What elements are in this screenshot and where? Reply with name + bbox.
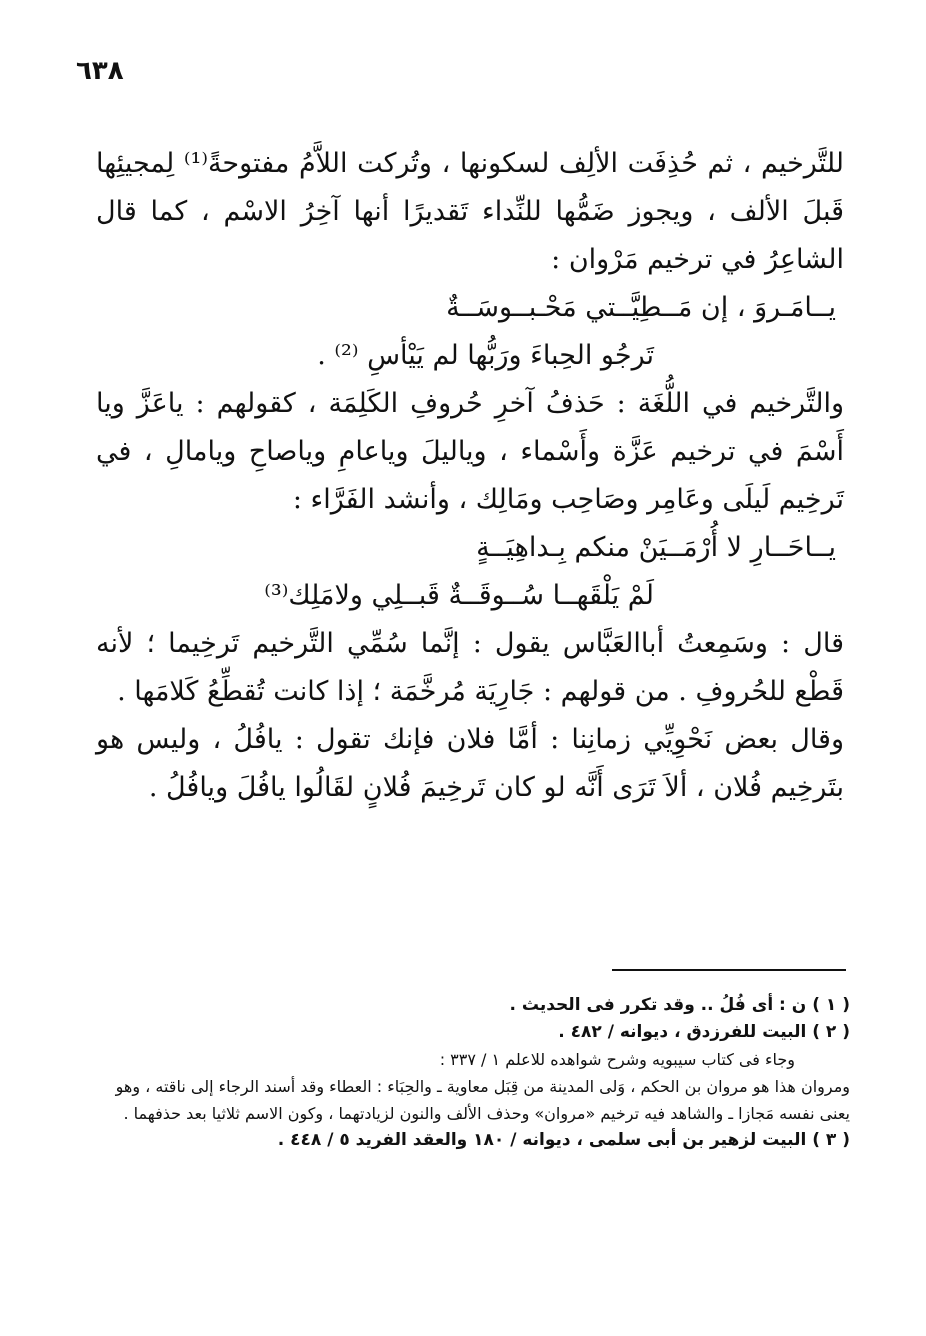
paragraph-2: والتَّرخيم في اللُّغَة : حَذفُ آخرِ حُروفِ الكَلِمَة ، كقولهم : ياعَزَّ ويا أَسْمَ في ترخيم عَزَّة وأَسْماء ، وياليلَ وياعامِ وياصاحِ ويامالِ ، في تَرخِيم لَيلَى وعَامِر وصَاحِب ومَالِك ، وأنشد الفَرَّاء : [96,388,844,515]
verse-line-1: يــامَـروَ ، إن مَــطِيَّــتي مَحْـبــوسَــةٌ [446,292,836,323]
main-text [96,140,844,812]
footnotes [96,992,850,1154]
footnote-2-source: وجاء فى كتاب سيبويه وشرح شواهده للاعلم ١ / ٣٣٧ : [439,1050,795,1069]
footnote-divider [612,969,846,971]
footnote-1: ( ١ ) ن : أى فُلُ .. وقد تكرر فى الحديث . [509,995,850,1015]
verse-line-3: يــاحَــارِ لا أُرْمَــيَنْ منكم بِـداهِيَــةٍ [476,532,836,563]
page-number: ٦٣٨ [76,56,124,86]
paragraph-1: للتَّرخيم ، ثم حُذِفَت الألِف لسكونها ، وتُركت اللاَّمُ مفتوحةً⁽¹⁾ لِمجيئِها قَبلَ الألف ، ويجوز ضَمُّها للنِّداء تَقديرًا أنها آخِرُ الاسْم ، كما قال الشاعِرُ في ترخيم مَرْوان : [96,148,844,275]
footnote-2-commentary: ومروان هذا هو مروان بن الحكم ، وَلى المدينة من قِبَل معاوية ـ والحِبَاء : العطاء وقد أسند الرجاء إلى ناقته ، وهو يعنى نفسه مَجازا ـ والشاهد فيه ترخيم «مروان» وحذف الألف والنون لزيادتهما ، وكون الاسم ثلاثيا بعد حذفهما . [115,1077,850,1123]
footnote-3: ( ٣ ) البيت لزهير بن أبى سلمى ، ديوانه / ١٨٠ والعقد الفريد ٥ / ٤٤٨ . [277,1130,850,1150]
verse-line-4: لَمْ يَلْقَهــا سُــوقَــةٌ قَبــلِي ولامَلِك⁽³⁾ [264,580,654,611]
paragraph-4: وقال بعض نَحْوِيِّي زمانِنا : أمَّا فلان فإنك تقول : يافُلُ ، وليس هو بتَرخِيم فُلان ، ألاَ تَرَى أَنَّه لو كان تَرخِيمَ فُلانٍ لقَالُوا يافُلَ ويافُلُ . [96,724,844,803]
verse-line-2: تَرجُو الحِباءَ ورَبُّها لم يَيْأسِ ⁽²⁾ . [317,340,654,371]
paragraph-3: قال : وسَمِعتُ أباالعَبَّاس يقول : إنَّما سُمِّي التَّرخيم تَرخِيما ؛ لأنه قَطْع للحُروفِ . من قولهم : جَارِيَة مُرخَّمَة ؛ إذا كانت تُقطِّعُ كَلامَها . [96,628,844,707]
footnote-2: ( ٢ ) البيت للفرزدق ، ديوانه / ٤٨٢ . [558,1022,850,1042]
